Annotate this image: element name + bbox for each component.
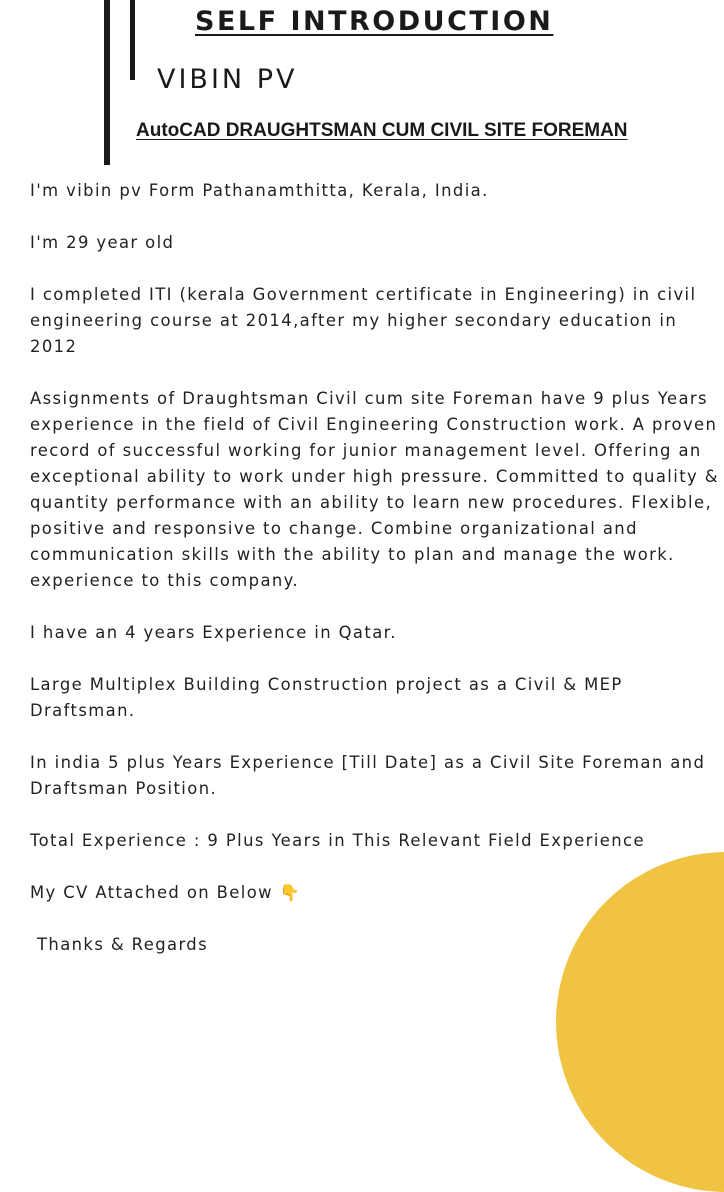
cv-attached-line [30, 880, 720, 906]
paragraph-qatar: I have an 4 years Experience in Qatar. [30, 623, 397, 642]
paragraph-origin: I'm vibin pv Form Pathanamthitta, Kerala, India. [30, 181, 489, 200]
cv-attached-text: My CV Attached on Below [30, 883, 273, 902]
person-name: VIBIN PV [157, 64, 298, 95]
paragraph-multiplex: Large Multiplex Building Construction project as a Civil & MEP Draftsman. [30, 675, 623, 720]
paragraph-experience-summary: Assignments of Draughtsman Civil cum site Foreman have 9 plus Years experience in the field of Civil Engineering Construction work. A proven record of successful working for junior management level. Offering an exceptional ability to work under high pressure. Committed to quality & quantity performance with an ability to learn new procedures. Flexible, positive and responsive to change. Combine organizational and communication skills with the ability to plan and manage the work. experience to this company. [30, 389, 719, 590]
decorative-bar-short [130, 0, 135, 80]
paragraph-education: I completed ITI (kerala Government certificate in Engineering) in civil engineering course at 2014,after my higher secondary education in 2012 [30, 285, 697, 356]
page-title: SELF INTRODUCTION [195, 6, 554, 37]
paragraph-age: I'm 29 year old [30, 233, 175, 252]
paragraph-india: In india 5 plus Years Experience [Till Date] as a Civil Site Foreman and Draftsman Position. [30, 753, 706, 798]
closing-regards: Thanks & Regards [37, 935, 209, 954]
pointing-down-hand-icon: 👇 [279, 883, 301, 902]
introduction-body [30, 178, 720, 984]
decorative-bar-long [104, 0, 110, 165]
job-role: AutoCAD DRAUGHTSMAN CUM CIVIL SITE FOREMAN [136, 120, 628, 141]
paragraph-total-experience: Total Experience : 9 Plus Years in This Relevant Field Experience [30, 831, 645, 850]
